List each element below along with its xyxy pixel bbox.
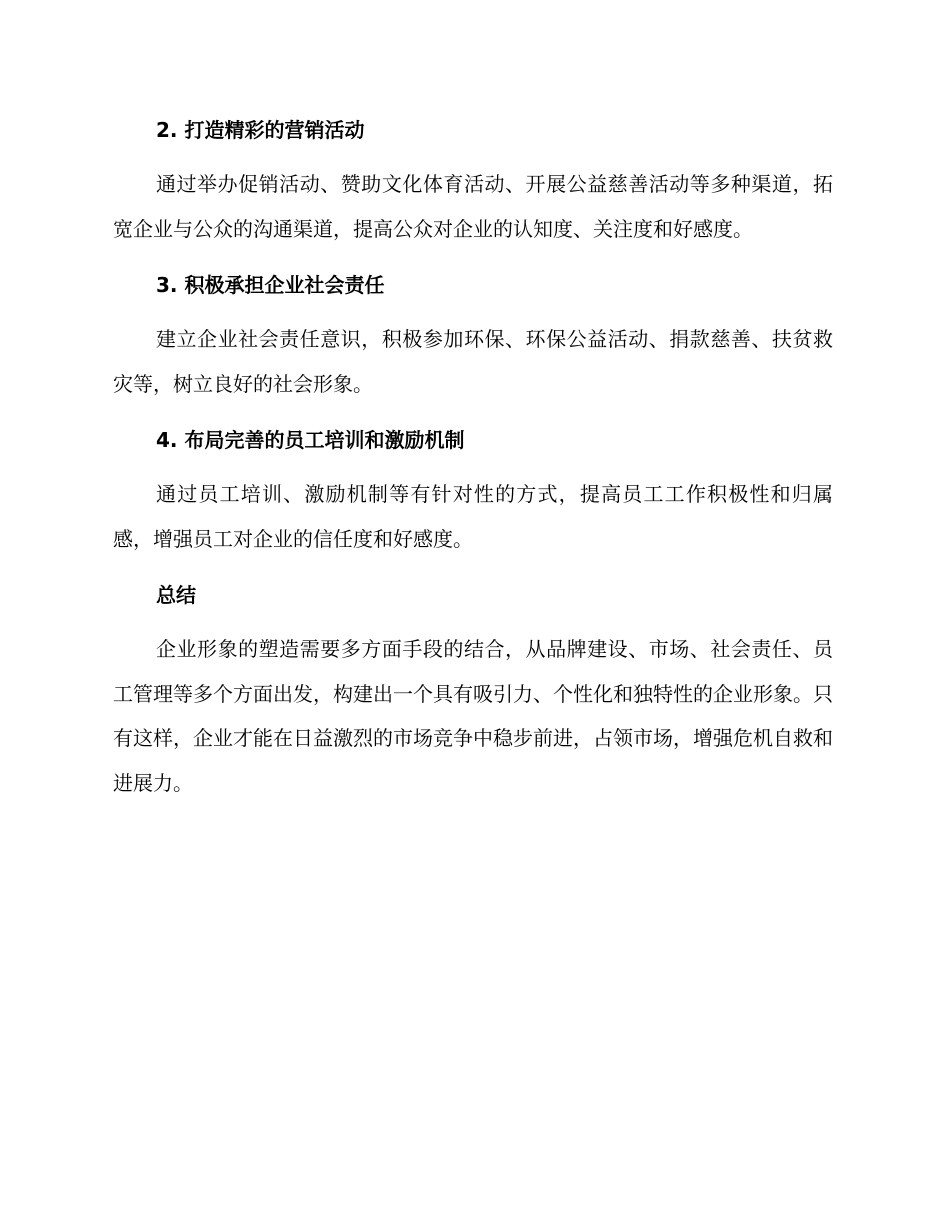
- section-heading-marketing: 2. 打造精彩的营销活动: [156, 118, 365, 142]
- section-body-summary: 企业形象的塑造需要多方面手段的结合，从品牌建设、市场、社会责任、员工管理等多个方面出发，构建出一个具有吸引力、个性化和独特性的企业形象。只有这样，企业才能在日益激烈的市场竞争中稳步前进，占领市场，增强危机自救和进展力。: [113, 637, 833, 795]
- document-content: [113, 108, 833, 805]
- section-body-employee-training: 通过员工培训、激励机制等有针对性的方式，提高员工工作积极性和归属感，增强员工对企业的信任度和好感度。: [113, 482, 833, 551]
- section-body-marketing: 通过举办促销活动、赞助文化体育活动、开展公益慈善活动等多种渠道，拓宽企业与公众的沟通渠道，提高公众对企业的认知度、关注度和好感度。: [113, 172, 833, 241]
- section-body-social-responsibility: 建立企业社会责任意识，积极参加环保、环保公益活动、捐款慈善、扶贫救灾等，树立良好的社会形象。: [113, 327, 833, 396]
- section-heading-employee-training: 4. 布局完善的员工培训和激励机制: [156, 428, 465, 452]
- section-heading-social-responsibility: 3. 积极承担企业社会责任: [156, 273, 385, 297]
- section-heading-summary: 总结: [156, 583, 196, 607]
